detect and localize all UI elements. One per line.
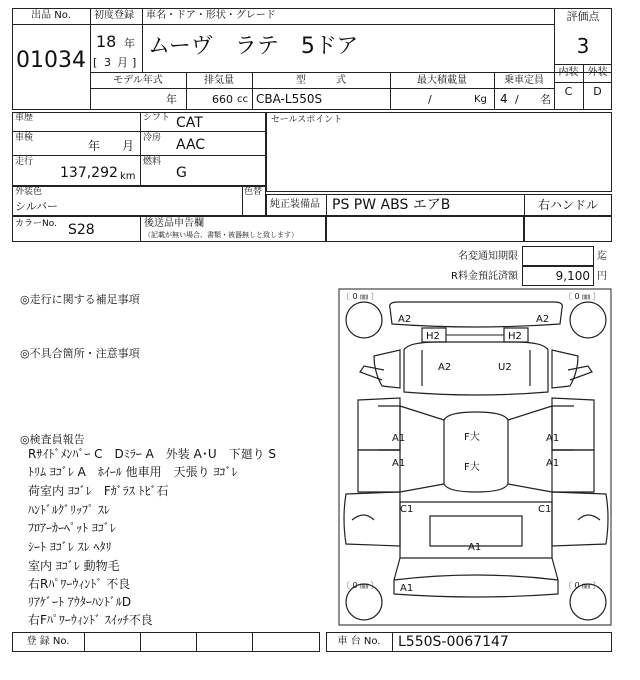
name-change-box <box>522 246 594 266</box>
mark-roof-rear: F大 <box>464 462 480 473</box>
defects-label: ◎不具合箇所・注意事項 <box>20 347 140 360</box>
mark-front-bumper-left: A2 <box>398 314 412 325</box>
max-load-separator: / <box>428 93 432 106</box>
mark-tailgate: A1 <box>468 542 482 553</box>
type-label: 型 式 <box>296 75 346 86</box>
interior-label: 内装 <box>558 67 579 78</box>
wheel-rear-left-label: 〔 0 ㎜ 〕 <box>342 581 379 590</box>
recycle-fee-unit: 円 <box>597 271 607 282</box>
mark-front-door-right: A1 <box>546 433 560 444</box>
mark-front-bumper-right: A2 <box>536 314 550 325</box>
mark-quarter-right: C1 <box>538 504 552 515</box>
inspection-label: 車検 <box>15 133 34 143</box>
ac-label: 冷房 <box>143 133 162 143</box>
year-unit: 年 <box>124 37 135 50</box>
hood-shape <box>404 342 548 395</box>
details-frame <box>12 112 266 186</box>
recycle-fee-label: R料金預託済額 <box>451 271 518 282</box>
report-line: ﾌﾛｱｰｶｰﾍﾟｯﾄ ﾖｺﾞﾚ <box>28 521 116 535</box>
history-label: 車歴 <box>15 113 34 123</box>
after-report-label: 後送品申告欄 <box>144 218 204 229</box>
wheel-rear-right-label: 〔 0 ㎜ 〕 <box>564 581 601 590</box>
equipment-value: PS PW ABS エアB <box>332 197 451 213</box>
exterior-color-value: シルバー <box>15 200 58 213</box>
model-year-label: モデル年式 <box>113 75 163 86</box>
displacement-unit: cc <box>237 94 248 105</box>
grade-label: 評価点 <box>566 10 600 23</box>
interior-grade: C <box>564 85 573 98</box>
sales-points-label: セールスポイント <box>271 115 343 125</box>
recycle-fee-value: 9,100 <box>555 269 590 283</box>
displacement-label: 排気量 <box>204 75 234 86</box>
report-line: 室内 ﾖｺﾞﾚ 動物毛 <box>28 559 120 573</box>
exterior-label: 外装 <box>587 67 608 78</box>
tire-front-left-icon <box>346 302 382 338</box>
inspection-year-unit: 年 <box>88 139 101 153</box>
report-line: ﾊﾝﾄﾞﾙｸﾞﾘｯﾌﾟ ｽﾚ <box>28 503 110 517</box>
mark-hood-right: U2 <box>498 362 512 373</box>
mileage-value: 137,292 <box>60 165 118 181</box>
model-type: CBA-L550S <box>256 92 323 106</box>
auction-sheet: 出品 No. 01034 初度登録 18 年 [ 3 月 ] 車名・ドア・形状・グレード ムーヴ ラテ 5ドア 評価点 3 内装 外装 C D モデル年式 排気量 型 式 最大積載量 乗車定員 年 660 cc CBA-L550S / Kg 4 / 名 車歴 車検 年 月 走行 137,292 km シフト CAT 冷房 AAC 燃料 G セールスポイント 外装色 シルバー 色替 純正装備品 PS PW ABS エアB 右ハンドル カラーNo. S28 後送品申告欄 （記載が無い場合、書類・被器無しと致します） 名変通知期限 迄 R料金預託済額 9,100 円 ◎走行に関する補足事項 ◎不具合箇所・注意事項 ◎検査員報告 Rｻｲﾄﾞﾒﾝﾊﾞｰ C Dﾐﾗｰ A 外装 A･U 下廻り S ﾄﾘﾑ ﾖｺﾞﾚ A ﾎｲｰﾙ 他車用 天張り ﾖｺﾞﾚ 荷室内 ﾖｺﾞﾚ Fｶﾞﾗｽ ﾄﾋﾞ石 ﾊﾝﾄﾞﾙｸﾞﾘｯﾌﾟ ｽﾚ ﾌﾛｱｰｶｰﾍﾟｯﾄ ﾖｺﾞﾚ ｼｰﾄ ﾖｺﾞﾚ ｽﾚ ﾍﾀﾘ 室内 ﾖｺﾞﾚ 動物毛 右Rﾊﾟﾜｰｳｨﾝﾄﾞ 不良 ﾘｱｹﾞｰﾄ ｱｳﾀｰﾊﾝﾄﾞﾙD 右Fﾊﾟﾜｰｳｨﾝﾄﾞ ｽｲｯﾁ不良 〔 0 ㎜ 〕 〔 0 ㎜ 〕 〔 0 ㎜ 〕 〔 0 ㎜ 〕 A2 A2 H2 H2 A2 U2 A1 A1 F大 F大 A1 A1 C1 C1 A1 A1 登 録 No. 車 台 No. L550S-0067147 <box>0 0 640 680</box>
mark-rear-bumper: A1 <box>400 583 414 594</box>
name-change-label: 名変通知期限 <box>458 251 518 262</box>
mark-rear-door-right: A1 <box>546 458 560 469</box>
exterior-grade: D <box>593 85 602 98</box>
report-line: ｼｰﾄ ﾖｺﾞﾚ ｽﾚ ﾍﾀﾘ <box>28 540 112 554</box>
mark-headlight-left: H2 <box>426 331 440 342</box>
mark-hood-left: A2 <box>438 362 452 373</box>
model-name: ムーヴ ラテ 5ドア <box>148 34 359 59</box>
first-registration-month: 3 <box>104 56 111 69</box>
steering-value: 右ハンドル <box>537 198 598 212</box>
report-line: 荷室内 ﾖｺﾞﾚ Fｶﾞﾗｽ ﾄﾋﾞ石 <box>28 484 169 498</box>
tire-front-right-icon <box>570 302 606 338</box>
registration-number-label: 登 録 No. <box>26 636 70 647</box>
first-registration-label: 初度登録 <box>94 10 134 21</box>
shift-value: CAT <box>176 115 203 131</box>
report-line: 右Rﾊﾟﾜｰｳｨﾝﾄﾞ 不良 <box>28 577 131 591</box>
lot-number: 01034 <box>16 48 86 73</box>
displacement-value: 660 <box>212 93 233 106</box>
inspector-report-label: ◎検査員報告 <box>20 433 85 446</box>
mark-roof-front: F大 <box>464 432 480 443</box>
shift-label: シフト <box>143 113 171 123</box>
report-line: Rｻｲﾄﾞﾒﾝﾊﾞｰ C Dﾐﾗｰ A 外装 A･U 下廻り S <box>28 447 277 461</box>
rear-bumper-shape <box>394 575 558 597</box>
after-report-note: （記載が無い場合、書類・被器無しと致します） <box>144 231 298 239</box>
report-line: 右Fﾊﾟﾜｰｳｨﾝﾄﾞ ｽｲｯﾁ不良 <box>28 613 153 627</box>
fuel-label: 燃料 <box>143 157 162 167</box>
chassis-number-label: 車 台 No. <box>337 636 381 647</box>
inspection-month-unit: 月 <box>122 139 135 153</box>
report-line: ﾘｱｹﾞｰﾄ ｱｳﾀｰﾊﾝﾄﾞﾙD <box>28 595 132 609</box>
report-line: ﾄﾘﾑ ﾖｺﾞﾚ A ﾎｲｰﾙ 他車用 天張り ﾖｺﾞﾚ <box>28 465 238 479</box>
grade-value: 3 <box>576 34 590 58</box>
capacity-label: 乗車定員 <box>504 75 544 86</box>
color-number-label: カラーNo. <box>15 219 57 229</box>
mark-rear-door-left: A1 <box>392 458 406 469</box>
roof-shape <box>444 412 508 492</box>
mileage-unit: km <box>120 171 136 182</box>
first-registration-year: 18 <box>96 32 117 51</box>
mark-headlight-right: H2 <box>508 331 522 342</box>
max-load-unit: Kg <box>474 94 487 105</box>
ac-value: AAC <box>176 137 206 153</box>
capacity-value: 4 <box>500 92 508 106</box>
mark-quarter-left: C1 <box>400 504 414 515</box>
fuel-value: G <box>176 165 187 181</box>
name-change-unit: 迄 <box>597 251 607 262</box>
capacity-separator: / <box>515 93 519 106</box>
lot-number-label: 出品 No. <box>31 10 71 21</box>
model-label: 車名・ドア・形状・グレード <box>146 10 276 21</box>
chassis-number-value: L550S-0067147 <box>398 634 509 650</box>
max-load-label: 最大積載量 <box>417 75 467 86</box>
after-report-extra-box <box>524 216 612 242</box>
driving-notes-label: ◎走行に関する補足事項 <box>20 293 140 306</box>
color-change-label: 色替 <box>244 187 263 197</box>
mileage-label: 走行 <box>15 157 34 167</box>
wheel-front-right-label: 〔 0 ㎜ 〕 <box>564 292 601 301</box>
capacity-unit: 名 <box>540 93 551 106</box>
equipment-label: 純正装備品 <box>270 199 320 210</box>
wheel-front-left-label: 〔 0 ㎜ 〕 <box>342 292 379 301</box>
mark-front-door-left: A1 <box>392 433 406 444</box>
car-damage-diagram <box>338 288 612 626</box>
month-unit: 月 <box>117 56 128 69</box>
exterior-color-label: 外装色 <box>15 187 43 197</box>
after-report-box <box>326 216 524 242</box>
model-year-unit: 年 <box>166 93 177 106</box>
color-number-value: S28 <box>68 222 95 238</box>
